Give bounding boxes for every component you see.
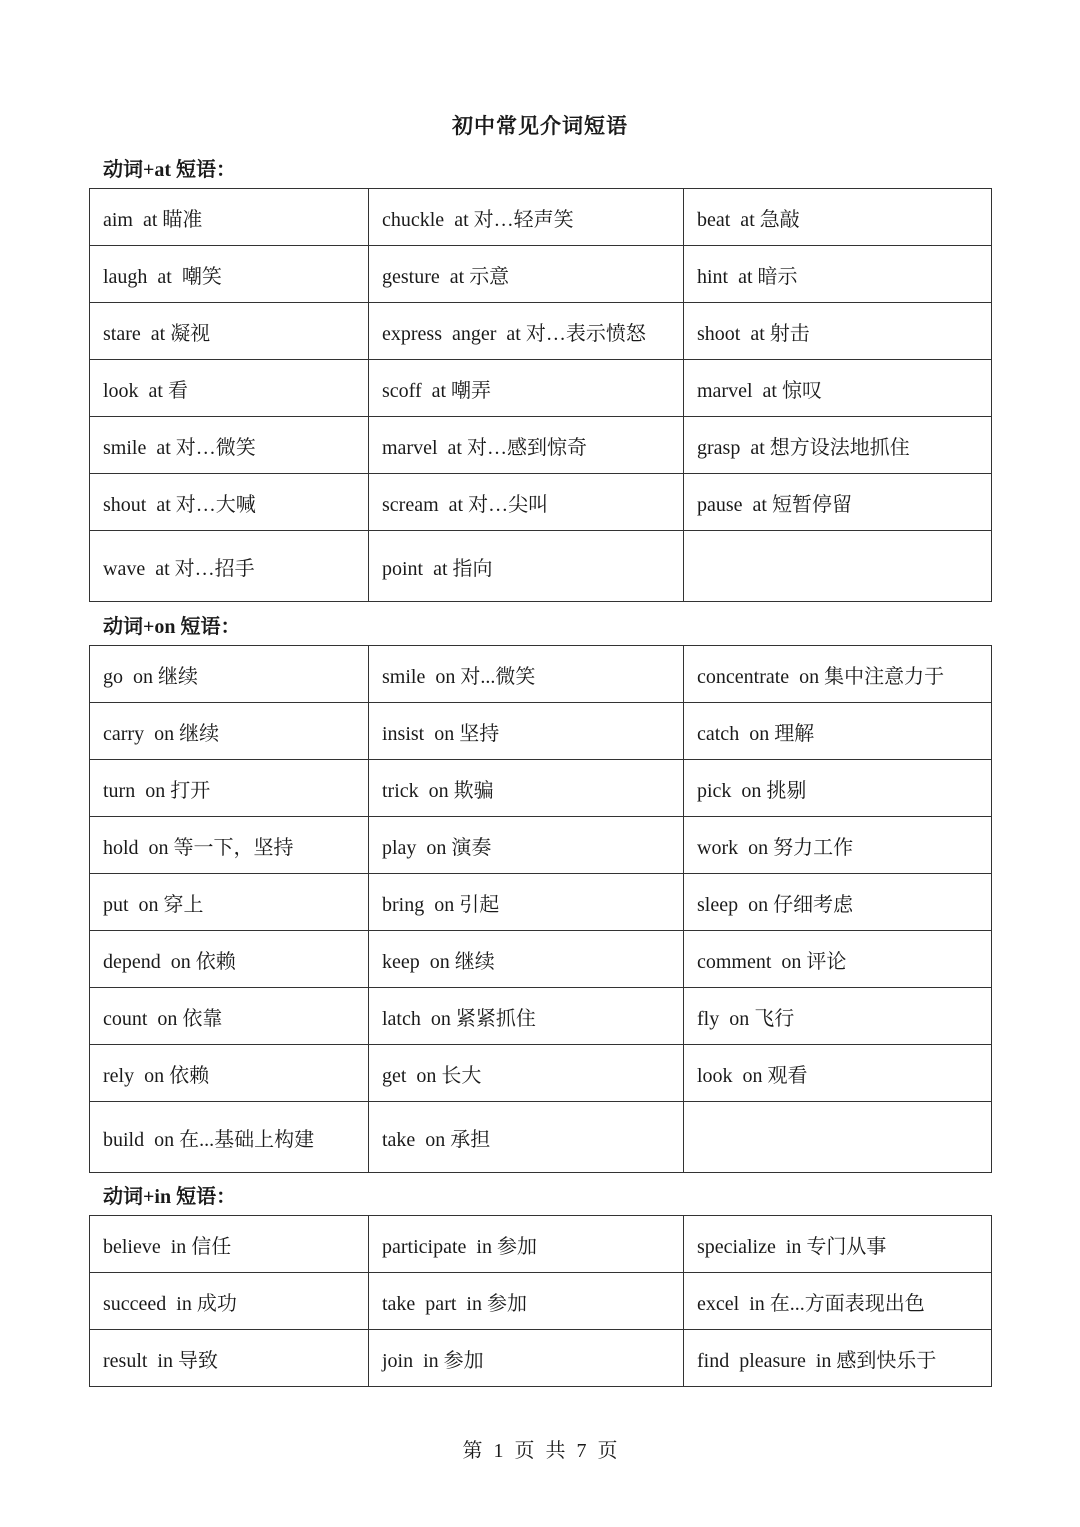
table-row — [90, 303, 992, 360]
table-cell: work on 努力工作 — [684, 817, 992, 874]
table-cell: count on 依靠 — [90, 988, 369, 1045]
table-cell: believe in 信任 — [90, 1216, 369, 1273]
table-cell: sleep on 仔细考虑 — [684, 874, 992, 931]
table-cell: hint at 暗示 — [684, 246, 992, 303]
table-cell: look on 观看 — [684, 1045, 992, 1102]
table-cell: beat at 急敲 — [684, 189, 992, 246]
table-cell: insist on 坚持 — [369, 703, 684, 760]
table-cell: result in 导致 — [90, 1330, 369, 1387]
table-cell: chuckle at 对…轻声笑 — [369, 189, 684, 246]
phrase-table-at — [89, 188, 992, 602]
table-cell: trick on 欺骗 — [369, 760, 684, 817]
table-cell — [684, 531, 992, 602]
table-cell: smile on 对...微笑 — [369, 646, 684, 703]
section-heading-on: 动词+on 短语： — [103, 616, 241, 638]
table-row — [90, 1102, 992, 1173]
table-row — [90, 760, 992, 817]
table-row — [90, 189, 992, 246]
table-cell: rely on 依赖 — [90, 1045, 369, 1102]
table-cell: pick on 挑剔 — [684, 760, 992, 817]
table-cell: express anger at 对…表示愤怒 — [369, 303, 684, 360]
page-title: 初中常见介词短语 — [452, 114, 628, 138]
table-row — [90, 1330, 992, 1387]
table-row — [90, 703, 992, 760]
table-cell: shout at 对…大喊 — [90, 474, 369, 531]
table-cell: pause at 短暂停留 — [684, 474, 992, 531]
table-cell: take part in 参加 — [369, 1273, 684, 1330]
table-cell: take on 承担 — [369, 1102, 684, 1173]
table-cell: point at 指向 — [369, 531, 684, 602]
table-cell: build on 在...基础上构建 — [90, 1102, 369, 1173]
table-row — [90, 360, 992, 417]
table-cell: laugh at 嘲笑 — [90, 246, 369, 303]
table-cell: turn on 打开 — [90, 760, 369, 817]
page-number-footer: 第 1 页 共 7 页 — [462, 1440, 618, 1462]
table-cell: keep on 继续 — [369, 931, 684, 988]
table-cell: stare at 凝视 — [90, 303, 369, 360]
table-cell: marvel at 惊叹 — [684, 360, 992, 417]
table-row — [90, 1045, 992, 1102]
table-cell: smile at 对…微笑 — [90, 417, 369, 474]
table-cell: scream at 对…尖叫 — [369, 474, 684, 531]
phrase-table-on — [89, 645, 992, 1173]
table-row — [90, 531, 992, 602]
table-row — [90, 988, 992, 1045]
table-cell: excel in 在...方面表现出色 — [684, 1273, 992, 1330]
table-cell: gesture at 示意 — [369, 246, 684, 303]
table-cell: concentrate on 集中注意力于 — [684, 646, 992, 703]
table-cell: specialize in 专门从事 — [684, 1216, 992, 1273]
table-cell: wave at 对…招手 — [90, 531, 369, 602]
table-row — [90, 417, 992, 474]
section-heading-at: 动词+at 短语： — [103, 159, 237, 181]
table-cell: find pleasure in 感到快乐于 — [684, 1330, 992, 1387]
table-cell: succeed in 成功 — [90, 1273, 369, 1330]
table-cell: join in 参加 — [369, 1330, 684, 1387]
table-row — [90, 874, 992, 931]
table-cell: put on 穿上 — [90, 874, 369, 931]
table-cell: depend on 依赖 — [90, 931, 369, 988]
table-row — [90, 474, 992, 531]
table-cell: look at 看 — [90, 360, 369, 417]
table-row — [90, 817, 992, 874]
table-cell: hold on 等一下，坚持 — [90, 817, 369, 874]
table-cell: catch on 理解 — [684, 703, 992, 760]
table-cell: shoot at 射击 — [684, 303, 992, 360]
table-row — [90, 246, 992, 303]
table-cell: grasp at 想方设法地抓住 — [684, 417, 992, 474]
phrase-table-in — [89, 1215, 992, 1387]
table-cell: get on 长大 — [369, 1045, 684, 1102]
table-cell: go on 继续 — [90, 646, 369, 703]
table-row — [90, 931, 992, 988]
table-cell: fly on 飞行 — [684, 988, 992, 1045]
table-row — [90, 646, 992, 703]
table-cell: participate in 参加 — [369, 1216, 684, 1273]
table-cell: latch on 紧紧抓住 — [369, 988, 684, 1045]
section-heading-in: 动词+in 短语： — [103, 1186, 237, 1208]
table-cell: marvel at 对…感到惊奇 — [369, 417, 684, 474]
table-cell: aim at 瞄准 — [90, 189, 369, 246]
table-cell: carry on 继续 — [90, 703, 369, 760]
table-row — [90, 1273, 992, 1330]
table-cell: comment on 评论 — [684, 931, 992, 988]
table-cell — [684, 1102, 992, 1173]
table-row — [90, 1216, 992, 1273]
table-cell: bring on 引起 — [369, 874, 684, 931]
table-cell: scoff at 嘲弄 — [369, 360, 684, 417]
table-cell: play on 演奏 — [369, 817, 684, 874]
